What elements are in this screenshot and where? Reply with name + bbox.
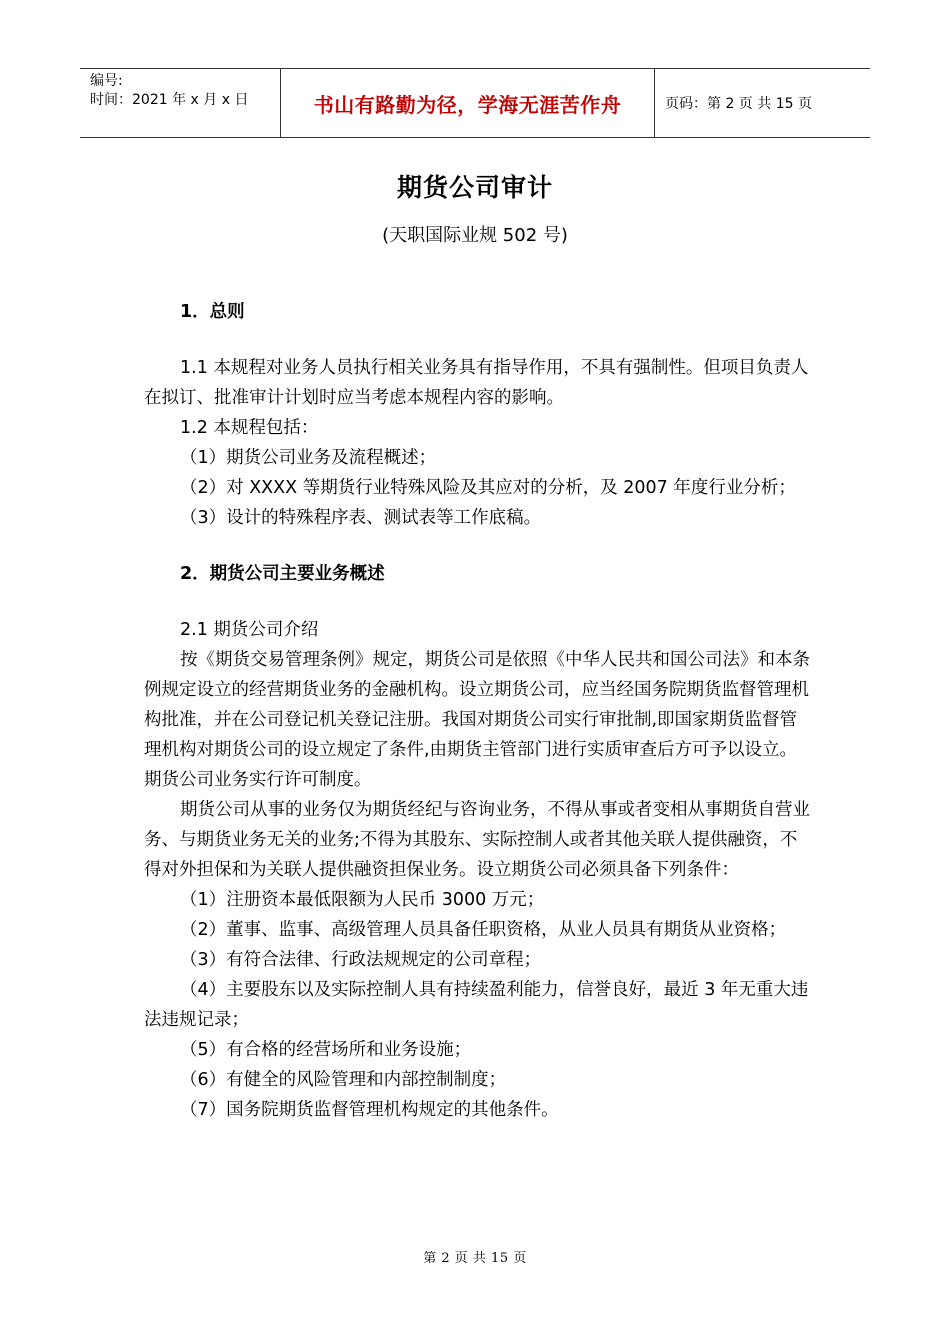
header-page-info: 页码：第 2 页 共 15 页 xyxy=(665,96,812,112)
section-heading-business-overview: 2．期货公司主要业务概述 xyxy=(180,564,385,584)
document-subtitle: (天职国际业规 502 号) xyxy=(382,225,568,246)
list-item: （1）注册资本最低限额为人民币 3000 万元； xyxy=(180,890,545,910)
list-item: （7）国务院期货监督管理机构规定的其他条件。 xyxy=(180,1100,559,1120)
section-heading-general: 1．总则 xyxy=(180,302,245,322)
subsection-heading: 2.1 期货公司介绍 xyxy=(180,620,319,640)
list-item: （3）设计的特殊程序表、测试表等工作底稿。 xyxy=(180,508,542,528)
document-title: 期货公司审计 xyxy=(396,173,553,202)
header-motto: 书山有路勤为径，学海无涯苦作舟 xyxy=(313,92,622,117)
document-date: 时间：2021 年 x 月 x 日 xyxy=(90,92,249,108)
list-item: （2）对 XXXX 等期货行业特殊风险及其应对的分析，及 2007 年度行业分析； xyxy=(180,478,796,498)
paragraph: 期货公司从事的业务仅为期货经纪与咨询业务，不得从事或者变相从事期货自营业务、与期货业务无关的业务;不得为其股东、实际控制人或者其他关联人提供融资，不得对外担保和为关联人提供融资担保业务。设立期货公司必须具备下列条件： xyxy=(144,800,810,880)
list-item: （2）董事、监事、高级管理人员具备任职资格，从业人员具有期货从业资格； xyxy=(180,920,787,940)
list-item: （6）有健全的风险管理和内部控制制度； xyxy=(180,1070,507,1090)
list-item: （5）有合格的经营场所和业务设施； xyxy=(180,1040,472,1060)
paragraph: 按《期货交易管理条例》规定，期货公司是依照《中华人民共和国公司法》和本条例规定设立的经营期货业务的金融机构。设立期货公司，应当经国务院期货监督管理机构批准，并在公司登记机关登记注册。我国对期货公司实行审批制,即国家期货监督管理机构对期货公司的设立规定了条件,由期货主管部门进行实质审查后方可予以设立。期货公司业务实行许可制度。 xyxy=(144,650,810,790)
header-meta-cell xyxy=(80,69,281,137)
list-item: （1）期货公司业务及流程概述； xyxy=(180,448,437,468)
header-motto-cell xyxy=(281,69,655,137)
document-body xyxy=(144,297,810,1125)
list-item: （3）有符合法律、行政法规规定的公司章程； xyxy=(180,950,542,970)
page-footer: 第 2 页 共 15 页 xyxy=(423,1251,527,1266)
header-page-cell xyxy=(655,69,870,137)
paragraph: 1.2 本规程包括： xyxy=(180,418,319,438)
document-number-label: 编号: xyxy=(90,73,123,89)
page-header xyxy=(80,68,870,138)
paragraph: 1.1 本规程对业务人员执行相关业务具有指导作用，不具有强制性。但项目负责人在拟订、批准审计计划时应当考虑本规程内容的影响。 xyxy=(144,358,809,408)
list-item: （4）主要股东以及实际控制人具有持续盈利能力，信誉良好，最近 3 年无重大违法违规记录； xyxy=(144,980,809,1030)
